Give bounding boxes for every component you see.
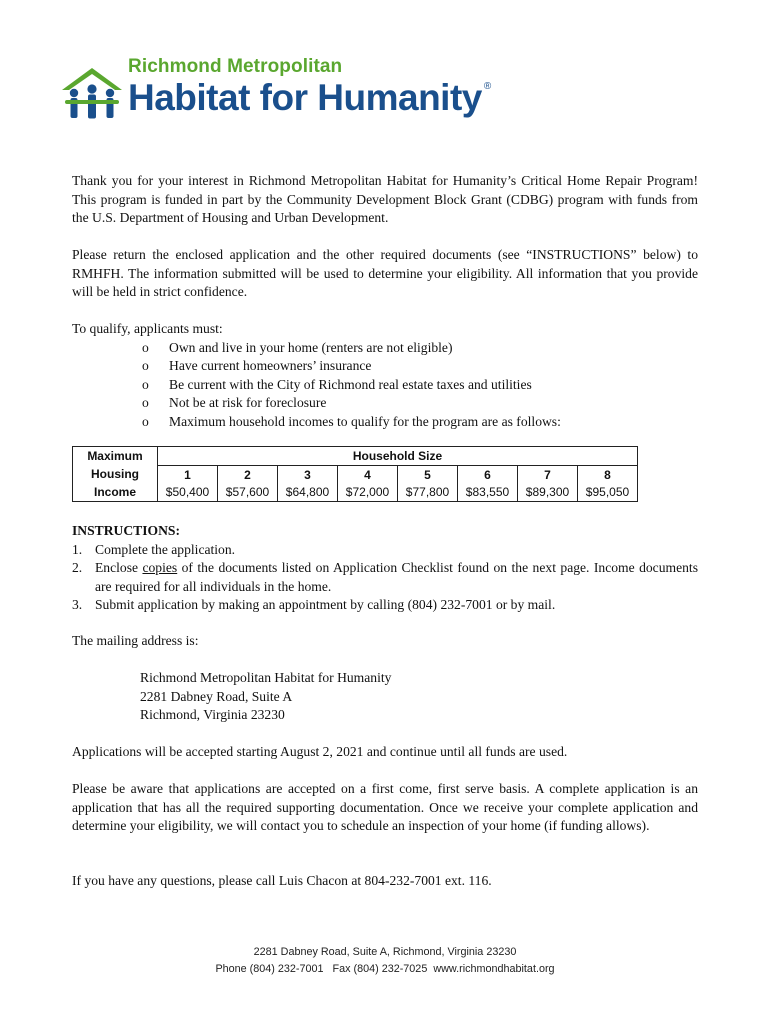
table-cell: 2 xyxy=(218,465,278,483)
table-cell: $95,050 xyxy=(578,483,638,501)
table-label-cell xyxy=(73,447,158,502)
table-cell: 8 xyxy=(578,465,638,483)
household-size-header: Household Size xyxy=(158,447,638,466)
habitat-house-people-icon xyxy=(60,64,124,124)
list-item xyxy=(72,339,698,358)
list-item-text-underlined: copies xyxy=(142,560,178,575)
list-item-text: Submit application by making an appointment by calling (804) 232-7001 or by mail. xyxy=(95,597,556,612)
table-row xyxy=(73,465,638,483)
bullet-marker: o xyxy=(142,413,149,429)
address-line-2: 2281 Dabney Road, Suite A xyxy=(140,688,293,704)
list-item xyxy=(72,394,698,413)
mailing-label: The mailing address is: xyxy=(72,633,199,648)
label-line-2: Housing xyxy=(91,467,139,481)
logo-tagline: Richmond Metropolitan xyxy=(128,56,343,77)
instructions-section xyxy=(72,522,698,615)
list-item-text: Have current homeowners’ insurance xyxy=(169,358,372,374)
logo-brand xyxy=(128,77,491,119)
list-item xyxy=(72,559,698,596)
address-line-1: Richmond Metropolitan Habitat for Humanity xyxy=(140,670,392,685)
table-cell: $57,600 xyxy=(218,483,278,501)
table-cell: 6 xyxy=(458,465,518,483)
table-cell: $72,000 xyxy=(338,483,398,501)
item-number: 1. xyxy=(72,541,83,557)
list-item xyxy=(72,596,698,615)
instructions-heading: INSTRUCTIONS: xyxy=(72,523,181,538)
qualifications-section xyxy=(72,320,698,432)
bullet-marker: o xyxy=(142,358,149,374)
bullet-marker: o xyxy=(142,339,149,355)
list-item-text: Not be at risk for foreclosure xyxy=(169,395,327,411)
table-cell: 3 xyxy=(278,465,338,483)
address-line-3: Richmond, Virginia 23230 xyxy=(140,707,285,722)
table-cell: 5 xyxy=(398,465,458,483)
footer-address: 2281 Dabney Road, Suite A, Richmond, Virginia 23230 xyxy=(253,946,517,958)
table-cell: $64,800 xyxy=(278,483,338,501)
table-row xyxy=(73,483,638,501)
page-footer xyxy=(0,944,770,978)
list-item-text: Own and live in your home (renters are not eligible) xyxy=(169,339,453,355)
table-cell: 7 xyxy=(518,465,578,483)
list-item-text: Maximum household incomes to qualify for the program are as follows: xyxy=(169,413,561,429)
label-line-3: Income xyxy=(93,485,136,499)
instructions-list xyxy=(72,541,698,615)
income-limits-table xyxy=(72,446,638,502)
list-item-text-post: of the documents listed on Application Checklist found on the next page. Income documents are required for all individuals in the home. xyxy=(95,560,698,594)
list-item xyxy=(72,413,698,432)
qualify-list xyxy=(72,339,698,432)
questions-paragraph: If you have any questions, please call Luis Chacon at 804-232-7001 ext. 116. xyxy=(72,873,492,888)
list-item xyxy=(72,357,698,376)
accepted-paragraph: Applications will be accepted starting August 2, 2021 and continue until all funds are used. xyxy=(72,744,568,759)
registered-mark: ® xyxy=(483,81,491,92)
list-item xyxy=(72,541,698,560)
mailing-address xyxy=(140,669,391,725)
bullet-marker: o xyxy=(142,395,149,411)
list-item-text: Complete the application. xyxy=(95,541,236,557)
intro-paragraph-2: Please return the enclosed application and the other required documents (see “INSTRUCTIONS” below) to RMHFH. The information submitted will be used to determine your eligibility. All information that you provide will be held in strict confidence. xyxy=(72,247,698,299)
list-item xyxy=(72,376,698,395)
table-cell: $83,550 xyxy=(458,483,518,501)
item-number: 3. xyxy=(72,597,83,612)
table-cell: $77,800 xyxy=(398,483,458,501)
label-line-1: Maximum xyxy=(87,449,143,463)
intro-paragraph-1: Thank you for your interest in Richmond Metropolitan Habitat for Humanity’s Critical Home Repair Program! This program is funded in part by the Community Development Block Grant (CDBG) program with funds from the U.S. Department of Housing and Urban Development. xyxy=(72,173,698,225)
habitat-logo xyxy=(60,56,520,128)
table-cell: 4 xyxy=(338,465,398,483)
bullet-marker: o xyxy=(142,376,149,392)
table-cell: 1 xyxy=(158,465,218,483)
list-item-text-pre: Enclose xyxy=(95,560,143,575)
table-cell: $89,300 xyxy=(518,483,578,501)
table-cell: $50,400 xyxy=(158,483,218,501)
item-number: 2. xyxy=(72,560,83,575)
first-come-paragraph: Please be aware that applications are accepted on a first come, first serve basis. A complete application is an application that has all the required supporting documentation. Once we receive your complete application and determine your eligibility, we will contact you to schedule an inspection of your home (if funding allows). xyxy=(72,781,698,833)
footer-contact: Phone (804) 232-7001 Fax (804) 232-7025 www.richmondhabitat.org xyxy=(215,963,555,975)
qualify-heading: To qualify, applicants must: xyxy=(72,321,223,336)
logo-brand-text: Habitat for Humanity xyxy=(128,77,482,118)
list-item-text: Be current with the City of Richmond real estate taxes and utilities xyxy=(169,376,532,392)
